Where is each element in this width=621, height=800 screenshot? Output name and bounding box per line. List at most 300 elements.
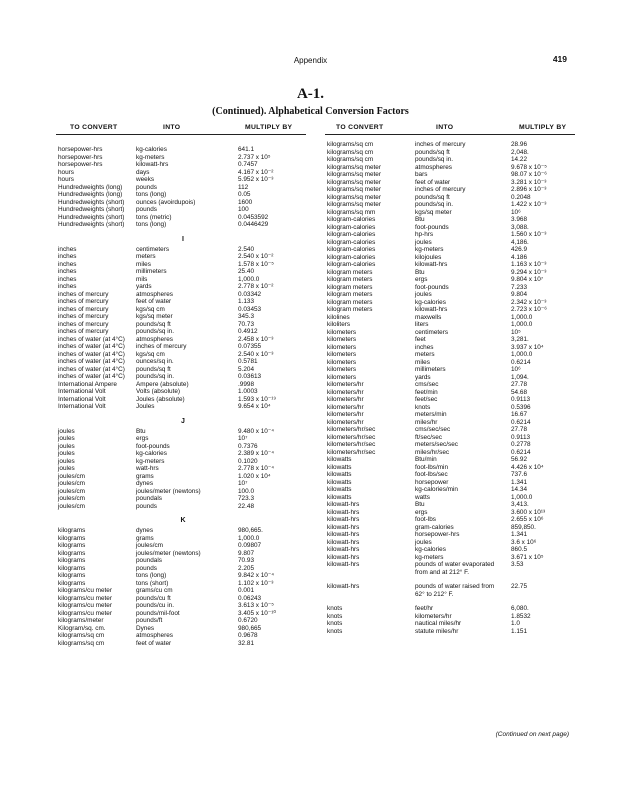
convert-cell: kilograms/sq mm [327, 208, 376, 216]
table-row [327, 329, 577, 337]
multiply-cell: 860.5 [511, 546, 527, 553]
into-cell: Joules [136, 403, 155, 410]
convert-cell: Hundredweights (long) [58, 183, 123, 191]
multiply-cell: 22.48 [238, 502, 254, 510]
multiply-cell: 0.001 [238, 587, 254, 594]
table-row [327, 501, 577, 509]
into-cell: joules [415, 291, 432, 298]
table-row [327, 539, 577, 547]
table-row [327, 434, 577, 442]
convert-cell: kilowatt-hrs [327, 516, 360, 523]
into-cell: nautical miles/hr [415, 620, 462, 627]
multiply-cell: 1,000.0 [238, 275, 260, 283]
convert-cell: kilowatts [327, 478, 352, 486]
convert-cell: kilowatts [327, 493, 352, 501]
multiply-cell: 3.600 x 10¹³ [511, 508, 546, 516]
table-row [58, 473, 308, 481]
into-cell: kg-meters [136, 153, 165, 161]
into-cell: feet of water [415, 178, 451, 186]
col-head-convert-right: TO CONVERT [336, 124, 384, 131]
convert-cell: kilograms/sq meter [327, 193, 381, 201]
page-number: 419 [552, 54, 567, 64]
col-head-into-right: INTO [436, 124, 454, 131]
table-row [58, 199, 308, 207]
col-head-into-left: INTO [163, 124, 181, 131]
convert-cell: Hundredweights (short) [58, 221, 125, 228]
table-row [58, 381, 308, 389]
into-cell: knots [415, 403, 431, 411]
convert-cell: joules [58, 457, 75, 465]
convert-cell: kilograms/sq cm [58, 639, 105, 647]
convert-cell: inches of water (at 4°C) [58, 335, 125, 343]
table-row [327, 246, 577, 254]
convert-cell: kilograms/sq cm [58, 632, 105, 639]
multiply-cell: 98.07 x 10⁻⁶ [511, 171, 547, 178]
convert-cell: joules/cm [58, 480, 85, 487]
multiply-cell: 5.204 [238, 365, 254, 373]
table-row [58, 214, 308, 222]
multiply-cell: 3.53 [511, 561, 524, 568]
convert-cell: inches of mercury [58, 305, 109, 313]
table-row [327, 261, 577, 269]
table-row [327, 239, 577, 247]
into-cell: pounds [136, 564, 157, 572]
table-row [58, 291, 308, 299]
section-letter: I [182, 235, 184, 243]
table-row [58, 328, 308, 336]
table-row [58, 632, 308, 640]
into-cell: kg-calories [136, 450, 167, 457]
into-cell: tons (long) [136, 572, 167, 579]
convert-cell: kilogram-calories [327, 216, 376, 223]
multiply-cell: 3.6 x 10⁶ [511, 538, 537, 546]
into-cell: mils [136, 275, 148, 283]
into-cell: kilowatt-hrs [415, 306, 448, 313]
convert-cell: kilowatt-hrs [327, 531, 360, 538]
into-cell: dynes [136, 527, 154, 534]
multiply-cell: 3.937 x 10⁴ [511, 343, 544, 351]
into-cell: feet [415, 336, 426, 343]
table-row [58, 640, 308, 648]
multiply-cell: 2.655 x 10⁶ [511, 516, 544, 523]
convert-cell: inches of water (at 4°C) [58, 343, 125, 350]
table-row [327, 411, 577, 419]
table-row [327, 224, 577, 232]
table-row [327, 314, 577, 322]
multiply-cell: 1.133 [238, 298, 254, 305]
convert-cell: kilowatt-hrs [327, 538, 360, 546]
convert-cell: kilometers [327, 366, 357, 373]
table-row [327, 291, 577, 299]
multiply-cell: 2.896 x 10⁻³ [511, 186, 547, 193]
multiply-cell: 5.952 x 10⁻³ [238, 176, 274, 183]
multiply-cell: 4.426 x 10⁴ [511, 463, 544, 471]
multiply-cell: 16.67 [511, 411, 527, 418]
convert-cell: knots [327, 620, 343, 627]
into-cell: pounds/cu in. [136, 602, 175, 609]
convert-cell: joules/cm [58, 472, 85, 480]
multiply-cell: 3.968 [511, 216, 527, 223]
multiply-cell: 56.92 [511, 456, 527, 463]
table-row [327, 456, 577, 464]
convert-cell: inches of mercury [58, 313, 109, 320]
table-row [327, 321, 577, 329]
col-head-multiply-left: MULTIPLY BY [245, 124, 293, 131]
multiply-cell: 0.03342 [238, 290, 262, 298]
convert-cell: kilograms [58, 542, 86, 549]
into-cell: watt-hrs [136, 465, 159, 472]
into-cell: foot-lbs [415, 516, 436, 523]
convert-cell: hours [58, 168, 74, 176]
into-cell: kilowatt-hrs [415, 261, 448, 268]
convert-cell: kilowatts [327, 486, 352, 493]
table-row [327, 299, 577, 307]
convert-cell: inches of water (at 4°C) [58, 350, 125, 358]
convert-cell: kilometers [327, 336, 357, 343]
multiply-cell: 10⁷ [238, 480, 248, 487]
into-cell: feet/min [415, 388, 438, 396]
convert-cell: kilogram-calories [327, 261, 376, 268]
table-row [58, 617, 308, 625]
multiply-cell: 0.5396 [511, 403, 531, 411]
table-row [327, 583, 577, 605]
multiply-cell: 1.422 x 10⁻³ [511, 201, 547, 208]
table-row [327, 366, 577, 374]
into-cell: joules [415, 538, 432, 546]
convert-cell: inches of mercury [58, 328, 109, 335]
table-row [58, 458, 308, 466]
table-row [327, 605, 577, 613]
convert-cell: joules [58, 435, 75, 442]
convert-cell: kilograms/cu meter [58, 594, 112, 602]
table-row [58, 221, 308, 229]
table-row [327, 351, 577, 359]
convert-cell: inches of mercury [58, 290, 109, 298]
table-row [327, 449, 577, 457]
into-cell: grams [136, 534, 154, 542]
convert-cell: kilometers/hr [327, 381, 364, 388]
table-row [327, 404, 577, 412]
convert-cell: kilolines [327, 313, 350, 321]
multiply-cell: 9.294 x 10⁻³ [511, 268, 547, 276]
into-cell: atmospheres [136, 335, 173, 343]
multiply-cell: 7.233 [511, 283, 527, 291]
into-cell: Btu/min [415, 456, 437, 463]
into-cell: miles/hr [415, 418, 438, 426]
multiply-cell: 345.3 [238, 313, 254, 320]
into-cell: kg-calories [415, 546, 446, 553]
convert-cell: kilowatts [327, 471, 352, 478]
multiply-cell: 0.5781 [238, 358, 258, 365]
convert-cell: kilometers [327, 328, 357, 336]
multiply-cell: 1,000.0 [511, 313, 533, 321]
convert-cell: inches of mercury [58, 298, 109, 305]
multiply-cell: 2.540 [238, 245, 254, 253]
into-cell: kg-calories [415, 298, 446, 306]
into-cell: pounds/sq in. [136, 328, 175, 335]
into-cell: ounces/sq in. [136, 358, 174, 365]
convert-cell: kilogram meters [327, 283, 373, 291]
multiply-cell: 1.8532 [511, 612, 531, 620]
into-cell: millimeters [415, 366, 446, 373]
convert-cell: Hundredweights (long) [58, 191, 123, 198]
into-cell: bars [415, 171, 428, 178]
table-row [327, 209, 577, 217]
multiply-cell: 0.2778 [511, 441, 531, 448]
convert-cell: kilograms/meter [58, 617, 104, 624]
multiply-cell: 0.6214 [511, 418, 531, 426]
table-row [58, 336, 308, 344]
table-row [327, 186, 577, 194]
col-rule-right [325, 134, 575, 135]
multiply-cell: 1.0 [511, 620, 520, 627]
into-cell: tons (metric) [136, 213, 172, 221]
table-row [58, 161, 308, 169]
convert-cell: kilograms/sq cm [327, 156, 374, 163]
table-row [58, 306, 308, 314]
multiply-cell: 3,088. [511, 223, 529, 231]
table-row [327, 231, 577, 239]
into-cell: ergs [415, 276, 428, 283]
convert-cell: kilogram meters [327, 306, 373, 313]
table-row [58, 366, 308, 374]
multiply-cell: 28.96 [511, 141, 527, 148]
into-cell: pounds/sq ft [136, 320, 171, 328]
table-row [58, 276, 308, 284]
table-row [327, 336, 577, 344]
multiply-cell: 1.151 [511, 627, 527, 635]
multiply-cell: 1,094. [511, 373, 529, 381]
convert-cell: kilometers [327, 373, 357, 381]
section-letter-row [58, 510, 308, 527]
convert-cell: kilowatts [327, 463, 352, 471]
table-row [58, 503, 308, 511]
into-cell: gram-calories [415, 523, 454, 531]
convert-cell: knots [327, 605, 343, 612]
convert-cell: kilometers/hr/sec [327, 426, 376, 433]
into-cell: joules/cm [136, 542, 163, 549]
into-cell: kgs/sq cm [136, 350, 165, 358]
convert-cell: kilogram-calories [327, 231, 376, 238]
convert-cell: kilograms/sq meter [327, 178, 381, 186]
convert-cell: kilometers/hr [327, 396, 364, 403]
into-cell: kgs/sq cm [136, 305, 165, 313]
convert-cell: kilometers/hr/sec [327, 433, 376, 441]
convert-cell: kilograms [58, 557, 86, 564]
convert-cell: kilometers/hr [327, 388, 364, 396]
into-cell: feet/sec [415, 396, 438, 403]
into-cell: poundals [136, 557, 162, 564]
table-row [327, 284, 577, 292]
into-cell: Btu [415, 501, 425, 508]
into-cell: foot-pounds [136, 442, 170, 450]
into-cell: horsepower-hrs [415, 531, 460, 538]
table-row [58, 535, 308, 543]
multiply-cell: 9.654 x 10⁴ [238, 403, 271, 410]
table-row [58, 373, 308, 381]
table-row [58, 206, 308, 214]
multiply-cell: 1.341 [511, 478, 527, 486]
table-row [58, 495, 308, 503]
multiply-cell: 1.593 x 10⁻¹⁹ [238, 395, 277, 403]
multiply-cell: 0.7457 [238, 161, 258, 168]
table-row [327, 516, 577, 524]
multiply-cell: 0.09807 [238, 542, 262, 549]
into-cell: cms/sec/sec [415, 426, 451, 433]
convert-cell: inches [58, 245, 77, 253]
table-row [58, 587, 308, 595]
multiply-cell: 859,850. [511, 523, 536, 531]
into-cell: Btu [415, 268, 425, 276]
into-cell: pounds/sq ft [136, 365, 171, 373]
table-row [58, 602, 308, 610]
multiply-cell: 0.03453 [238, 305, 262, 313]
convert-cell: kilograms/sq meter [327, 201, 381, 208]
into-cell: tons (short) [136, 579, 169, 587]
table-row [58, 557, 308, 565]
table-row [327, 441, 577, 449]
into-cell: ounces (avoirdupois) [136, 198, 196, 206]
multiply-cell: 112 [238, 183, 249, 191]
into-cell: Ampere (absolute) [136, 380, 189, 388]
multiply-cell: 9.807 [238, 549, 254, 557]
convert-cell: joules [58, 450, 75, 457]
into-cell: kg-meters [136, 457, 165, 465]
convert-cell: kilograms [58, 527, 86, 534]
convert-cell: kilogram meters [327, 298, 373, 306]
convert-cell: kilowatt-hrs [327, 546, 360, 553]
table-row [58, 435, 308, 443]
convert-cell: knots [327, 627, 343, 635]
multiply-cell: 1,000.0 [511, 321, 533, 328]
into-cell: meters [415, 351, 435, 358]
convert-cell: kilowatt-hrs [327, 553, 360, 561]
convert-cell: kilograms/cu meter [58, 602, 112, 609]
table-row [327, 613, 577, 621]
into-cell: pounds of water evaporated from and at 212° F. [415, 561, 495, 576]
table-row [327, 494, 577, 502]
into-cell: days [136, 168, 150, 176]
multiply-cell: 70.93 [238, 557, 254, 564]
into-cell: pounds/sq ft [415, 148, 450, 156]
table-row [327, 156, 577, 164]
into-cell: meters [136, 253, 156, 260]
multiply-cell: 2.458 x 10⁻³ [238, 335, 274, 343]
multiply-cell: 1.163 x 10⁻³ [511, 261, 547, 268]
into-cell: statute miles/hr [415, 627, 459, 635]
into-cell: pounds/sq in. [415, 156, 454, 163]
multiply-cell: 10⁵ [511, 328, 521, 336]
into-cell: grams [136, 472, 154, 480]
into-cell: kilowatt-hrs [136, 161, 169, 168]
convert-cell: joules/cm [58, 495, 85, 502]
into-cell: Btu [415, 216, 425, 223]
convert-cell: kilograms/sq meter [327, 171, 381, 178]
convert-cell: joules [58, 465, 75, 472]
multiply-cell: 0.6214 [511, 358, 531, 366]
convert-cell: kilogram-calories [327, 238, 376, 246]
table-row [58, 351, 308, 359]
into-cell: foot-pounds [415, 283, 449, 291]
table-row [327, 359, 577, 367]
convert-cell: Hundredweights (short) [58, 213, 125, 221]
multiply-cell: 2.205 [238, 564, 254, 572]
into-cell: pounds/sq ft [415, 193, 450, 201]
convert-cell: hours [58, 176, 74, 183]
into-cell: pounds of water raised from 62° to 212° F. [415, 583, 495, 598]
table-row [327, 149, 577, 157]
table-row [58, 527, 308, 535]
multiply-cell: 3,281. [511, 336, 529, 343]
multiply-cell: 0.6214 [511, 448, 531, 456]
convert-cell: kilometers [327, 358, 357, 366]
table-row [58, 542, 308, 550]
table-row [58, 176, 308, 184]
multiply-cell: 0.6720 [238, 617, 258, 624]
multiply-cell: 737.6 [511, 471, 527, 478]
convert-cell: kilometers/hr/sec [327, 448, 376, 456]
into-cell: yards [415, 373, 431, 381]
multiply-cell: 3.613 x 10⁻⁵ [238, 602, 274, 609]
into-cell: feet of water [136, 298, 172, 305]
table-row [58, 184, 308, 192]
convert-cell: joules [58, 442, 75, 450]
table-row [327, 464, 577, 472]
table-row [58, 580, 308, 588]
multiply-cell: 2.540 x 10⁻³ [238, 350, 274, 358]
multiply-cell: 2.723 x 10⁻⁶ [511, 306, 547, 313]
multiply-cell: 0.2048 [511, 193, 531, 201]
into-cell: joules [415, 238, 432, 246]
table-row [327, 471, 577, 479]
into-cell: ft/sec/sec [415, 433, 442, 441]
multiply-cell: 2.389 x 10⁻⁴ [238, 450, 274, 457]
table-row [327, 426, 577, 434]
multiply-cell: 426.9 [511, 246, 527, 253]
convert-cell: International Ampere [58, 380, 117, 388]
table-row [327, 546, 577, 554]
into-cell: ergs [415, 508, 428, 516]
convert-cell: inches of water (at 4°C) [58, 358, 125, 365]
multiply-cell: 100 [238, 206, 249, 213]
multiply-cell: 1,000.0 [238, 534, 260, 542]
multiply-cell: 1.0003 [238, 388, 258, 395]
into-cell: kgs/sq meter [136, 313, 173, 320]
table-row [327, 620, 577, 628]
table-row [327, 524, 577, 532]
table-row [58, 246, 308, 254]
left-column [58, 146, 308, 647]
multiply-cell: 0.9678 [238, 632, 258, 639]
into-cell: watts [415, 493, 430, 501]
section-letter: K [180, 517, 186, 524]
table-title: A-1. [296, 86, 325, 102]
multiply-cell: 4.186 [511, 253, 527, 261]
into-cell: pounds/cu ft [136, 594, 171, 602]
convert-cell: kilogram meters [327, 276, 373, 283]
table-row [327, 194, 577, 202]
table-row [58, 261, 308, 269]
into-cell: meters/min [415, 411, 447, 418]
table-row [327, 509, 577, 517]
into-cell: centimeters [415, 328, 449, 336]
multiply-cell: 2.540 x 10⁻² [238, 253, 274, 260]
multiply-cell: 32.81 [238, 639, 254, 647]
convert-cell: kilograms [58, 579, 86, 587]
convert-cell: kilometers/hr [327, 411, 364, 418]
col-head-convert-left: TO CONVERT [70, 124, 118, 131]
table-row [58, 572, 308, 580]
